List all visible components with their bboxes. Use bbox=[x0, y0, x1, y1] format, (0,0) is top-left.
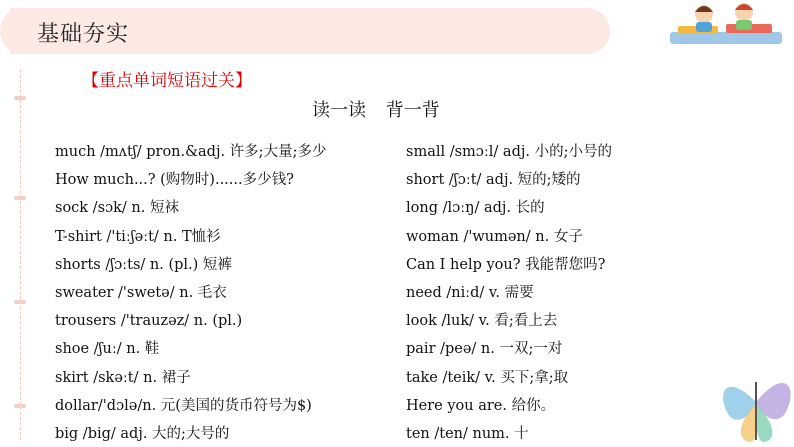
vocab-item: ten /ten/ num. 十 bbox=[406, 425, 529, 442]
vocab-item: Can I help you? 我能帮您吗? bbox=[406, 256, 606, 273]
vocab-item: look /luk/ v. 看;看上去 bbox=[406, 313, 558, 330]
vocab-item: sweater /'swetə/ n. 毛衣 bbox=[55, 284, 227, 301]
vocab-item: T-shirt /'tiːʃəːt/ n. T恤衫 bbox=[55, 228, 221, 245]
vocab-item: Here you are. 给你。 bbox=[406, 397, 556, 414]
vocab-column-left bbox=[55, 138, 326, 447]
vocab-column-right bbox=[406, 138, 612, 447]
vocab-item: dollar/'dɔlə/n. 元(美国的货币符号为$) bbox=[55, 397, 312, 414]
vocab-item: shorts /ʃɔːts/ n. (pl.) 短裤 bbox=[55, 256, 232, 273]
vocab-item: much /mʌtʃ/ pron.&adj. 许多;大量;多少 bbox=[55, 144, 327, 160]
vocab-item: skirt /skəːt/ n. 裙子 bbox=[55, 369, 191, 386]
page-title: 基础夯实 bbox=[37, 22, 130, 47]
butterfly-icon bbox=[716, 352, 794, 447]
vocab-item: short /ʃɔːt/ adj. 短的;矮的 bbox=[406, 172, 581, 189]
vocab-item: How much...? (购物时)......多少钱? bbox=[55, 172, 294, 189]
vocab-item: small /smɔːl/ adj. 小的;小号的 bbox=[406, 144, 612, 160]
vocab-item: sock /sɔk/ n. 短袜 bbox=[55, 200, 179, 217]
vocab-item: shoe /ʃuː/ n. 鞋 bbox=[55, 341, 160, 358]
children-reading-icon bbox=[664, 0, 788, 50]
vocab-item: need /niːd/ v. 需要 bbox=[406, 284, 534, 301]
left-rail bbox=[20, 70, 21, 440]
read-recite-hint: 读一读 背一背 bbox=[312, 100, 440, 121]
vocab-item: pair /peə/ n. 一双;一对 bbox=[406, 341, 563, 358]
vocab-item: big /big/ adj. 大的;大号的 bbox=[55, 425, 230, 442]
vocab-item: take /teik/ v. 买下;拿;取 bbox=[406, 369, 569, 386]
vocab-item: trousers /'trauzəz/ n. (pl.) bbox=[55, 313, 243, 330]
section-title: 【重点单词短语过关】 bbox=[82, 71, 252, 91]
rail-marker bbox=[14, 300, 26, 304]
rail-marker bbox=[14, 196, 26, 200]
vocab-item: long /lɔːŋ/ adj. 长的 bbox=[406, 200, 545, 217]
rail-marker bbox=[14, 96, 26, 100]
vocab-item: woman /'wumən/ n. 女子 bbox=[406, 228, 583, 245]
rail-marker bbox=[14, 404, 26, 408]
